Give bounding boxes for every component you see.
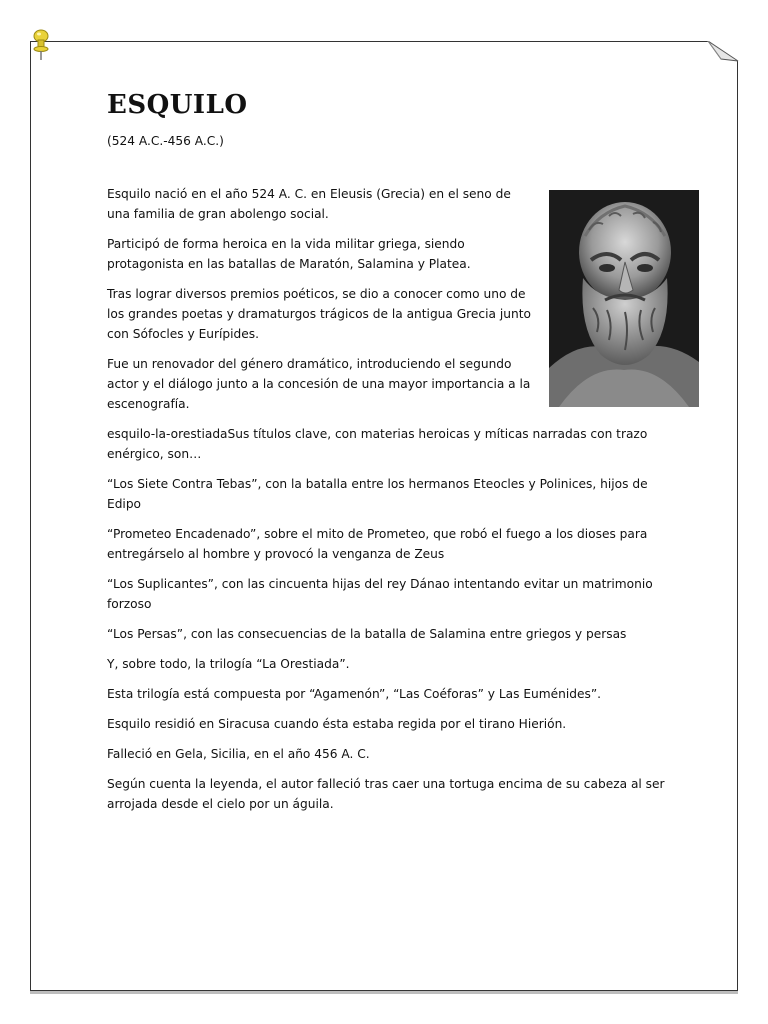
- paragraph: Participó de forma heroica en la vida militar griega, siendo protagonista en las batallas de Maratón, Salamina y Platea.: [107, 237, 471, 271]
- paragraph: esquilo-la-orestiadaSus títulos clave, con materias heroicas y míticas narradas con trazo enérgico, son…: [107, 427, 648, 461]
- page-curl-corner: [707, 41, 739, 62]
- paragraph: Y, sobre todo, la trilogía “La Orestiada”.: [107, 657, 350, 671]
- paragraph: “Los Persas”, con las consecuencias de la batalla de Salamina entre griegos y persas: [107, 627, 627, 641]
- paragraph: Falleció en Gela, Sicilia, en el año 456 A. C.: [107, 747, 370, 761]
- paragraph: Esta trilogía está compuesta por “Agamenón”, “Las Coéforas” y Las Euménides”.: [107, 687, 602, 701]
- page-bottom-edge: [30, 991, 738, 994]
- paragraph: “Prometeo Encadenado”, sobre el mito de Prometeo, que robó el fuego a los dioses para entregárselo al hombre y provocó la venganza de Zeus: [107, 527, 648, 561]
- paragraph: “Los Siete Contra Tebas”, con la batalla entre los hermanos Eteocles y Polinices, hijos de Edipo: [107, 477, 648, 511]
- life-dates: (524 A.C.-456 A.C.): [107, 134, 224, 148]
- paragraph: Según cuenta la leyenda, el autor falleció tras caer una tortuga encima de su cabeza al ser arrojada desde el cielo por un águila.: [107, 777, 665, 811]
- paragraph: Tras lograr diversos premios poéticos, se dio a conocer como uno de los grandes poetas y dramaturgos trágicos de la antigua Grecia junto con Sófocles y Eurípides.: [107, 287, 531, 341]
- paragraph: Fue un renovador del género dramático, introduciendo el segundo actor y el diálogo junto a la concesión de una mayor importancia a la escenografía.: [107, 357, 531, 411]
- paragraph: Esquilo nació en el año 524 A. C. en Eleusis (Grecia) en el seno de una familia de gran abolengo social.: [107, 187, 511, 221]
- pushpin-icon: [30, 28, 52, 62]
- paragraph: “Los Suplicantes”, con las cincuenta hijas del rey Dánao intentando evitar un matrimonio forzoso: [107, 577, 653, 611]
- aeschylus-bust-image: [549, 190, 699, 407]
- document-title: ESQUILO: [107, 90, 248, 120]
- paragraph: Esquilo residió en Siracusa cuando ésta estaba regida por el tirano Hierión.: [107, 717, 567, 731]
